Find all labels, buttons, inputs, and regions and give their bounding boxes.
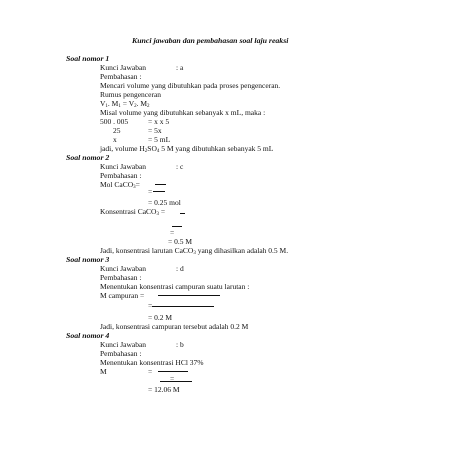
soal-3-eq2: = 0.2 M — [148, 313, 173, 322]
soal-1-conclusion: jadi, volume $H_2SO_4$ 5 M yang dibutuhkan sebanyak 5 mL — [100, 144, 274, 154]
soal-1-description: Mencari volume yang dibutuhkan pada proses pengenceran. — [100, 81, 281, 90]
soal-2-eq4: = 0.5 M — [168, 237, 193, 246]
soal-4-eq1: = — [170, 374, 175, 383]
soal-3-conclusion: Jadi, konsentrasi campuran tersebut adalah 0.2 M — [100, 322, 249, 331]
soal-1-row1-right: = x x 5 — [148, 117, 170, 126]
fraction-bar — [180, 213, 185, 214]
fraction-bar — [158, 295, 220, 296]
soal-1-row3-left: x — [113, 135, 117, 144]
soal-2-heading: Soal nomor 2 — [66, 153, 110, 162]
soal-1-row1-left: 500 . 005 — [100, 117, 129, 126]
soal-3-kunci-label: Kunci Jawaban — [100, 264, 147, 273]
soal-2-conclusion: Jadi, konsentrasi larutan CaCO$_3$ yang dihasilkan adalah 0.5 M. — [100, 246, 289, 256]
soal-3-m-campuran: M campuran = — [100, 291, 145, 300]
soal-2-mol-label: Mol CaCO$_3$= — [100, 180, 140, 190]
soal-1-heading: Soal nomor 1 — [66, 54, 110, 63]
soal-2-kunci-label: Kunci Jawaban — [100, 162, 147, 171]
soal-3-heading: Soal nomor 3 — [66, 255, 110, 264]
soal-4-description: Menentukan konsentrasi HCl 37% — [100, 358, 204, 367]
soal-4-eq0: = — [148, 367, 153, 376]
soal-1-row2-left: 25 — [113, 126, 121, 135]
soal-2-eq3: = — [170, 228, 175, 237]
fraction-bar — [158, 371, 188, 372]
fraction-bar — [155, 184, 166, 185]
soal-1-row2-right: = 5x — [148, 126, 162, 135]
soal-2-eq1: = — [148, 187, 153, 196]
soal-2-konsentrasi-label: Konsentrasi CaCO$_3$ = — [100, 207, 166, 217]
fraction-bar — [153, 191, 165, 192]
soal-1-pembahasan: Pembahasan : — [100, 72, 142, 81]
soal-1-rumus: Rumus pengenceran — [100, 90, 162, 99]
soal-4-kunci-label: Kunci Jawaban — [100, 340, 147, 349]
soal-4-kunci-value: : b — [176, 340, 184, 349]
soal-3-eq1: = — [148, 301, 153, 310]
soal-4-pembahasan: Pembahasan : — [100, 349, 142, 358]
soal-4-heading: Soal nomor 4 — [66, 331, 110, 340]
soal-1-misal: Misal volume yang dibutuhkan sebanyak x mL, maka : — [100, 108, 266, 117]
soal-3-pembahasan: Pembahasan : — [100, 273, 142, 282]
soal-4-eq2: = 12.06 M — [148, 385, 180, 394]
fraction-bar — [160, 381, 192, 382]
soal-2-pembahasan: Pembahasan : — [100, 171, 142, 180]
soal-3-kunci-value: : d — [176, 264, 184, 273]
soal-2-kunci-value: : c — [176, 162, 184, 171]
soal-1-formula: $V_1$. $M_1 = V_2$. $M_2$ — [100, 99, 150, 109]
soal-4-m-label: M — [100, 367, 107, 376]
fraction-bar — [172, 226, 182, 227]
soal-3-description: Menentukan konsentrasi campuran suatu larutan : — [100, 282, 250, 291]
soal-1-row3-right: = 5 mL — [148, 135, 171, 144]
soal-2-eq2: = 0.25 mol — [148, 198, 181, 207]
soal-1-kunci-label: Kunci Jawaban — [100, 63, 147, 72]
soal-1-kunci-value: : a — [176, 63, 184, 72]
fraction-bar — [152, 306, 214, 307]
document-title: Kunci jawaban dan pembahasan soal laju reaksi — [132, 36, 289, 45]
